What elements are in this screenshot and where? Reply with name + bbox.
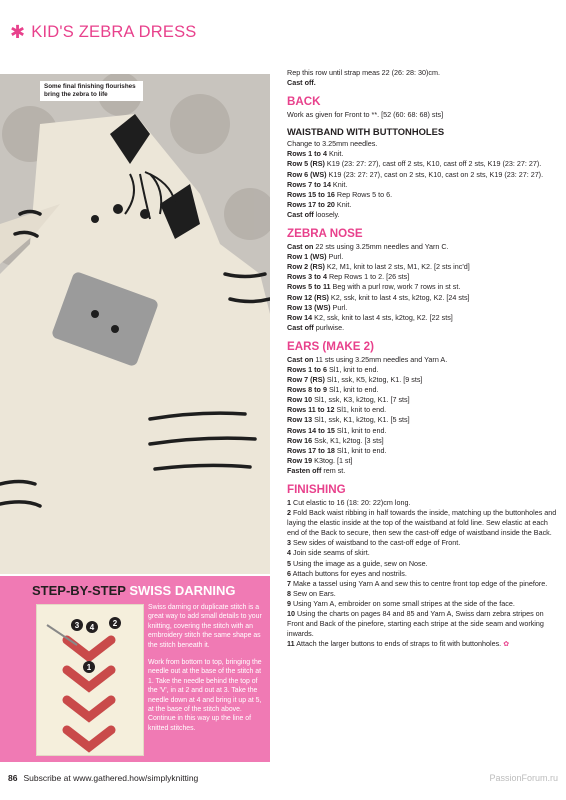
pattern-line: Rows 17 to 18 Sl1, knit to end. — [287, 445, 387, 455]
pattern-line: Row 19 K3tog. [1 st] — [287, 455, 353, 465]
end-flower-icon: ✿ — [503, 639, 510, 649]
pattern-line: Rows 1 to 6 Sl1, knit to end. — [287, 364, 379, 374]
finishing-step: 10 Using the charts on pages 84 and 85 and Yarn A, Swiss darn zebra stripes on Front and Back of the pinefore, starting each stripe at the side seam and working inwards. — [287, 609, 544, 639]
pattern-line: Rows 11 to 12 Sl1, knit to end. — [287, 405, 387, 415]
pattern-line: Row 6 (WS) K19 (23: 27: 27), cast on 2 sts, K10, cast on 2 sts, K19 (23: 27: 27). — [287, 169, 544, 179]
finishing-step: 1 Cut elastic to 16 (18: 20: 22)cm long. — [287, 498, 411, 507]
pattern-line: Rows 1 to 4 Knit. — [287, 149, 344, 159]
finishing-step: 4 Join side seams of skirt. — [287, 548, 370, 558]
pattern-line: Rows 5 to 11 Beg with a purl row, work 7 rows in st st. — [287, 282, 461, 292]
zebra-dress-photo — [0, 74, 270, 574]
marker-1: 1 — [86, 663, 92, 672]
pattern-line: Row 13 Sl1, ssk, K1, k2tog, K1. [5 sts] — [287, 415, 410, 425]
page-title: KID'S ZEBRA DRESS — [31, 22, 197, 41]
step-paragraph-1: Swiss darning or duplicate stitch is a great way to add small details to your knitting, covering the stitch with an embroidery stitch the same shape as the stitch beneath it. — [148, 604, 262, 649]
watermark: PassionForum.ru — [489, 773, 558, 783]
intro-line-1: Rep this row until strap meas 22 (26: 28: 30)cm. — [287, 68, 441, 77]
pattern-line: Row 13 (WS) Purl. — [287, 302, 348, 312]
marker-3: 3 — [74, 621, 80, 630]
pattern-line: Change to 3.25mm needles. — [287, 139, 378, 149]
page-footer — [8, 773, 198, 783]
pattern-line: Fasten off rem st. — [287, 465, 346, 475]
finishing-step: 5 Using the image as a guide, sew on Nose. — [287, 558, 428, 568]
intro-line-2: Cast off. — [287, 78, 316, 88]
photo-caption: Some final finishing flourishes bring the zebra to life — [40, 81, 143, 101]
darning-stitch-illustration — [37, 605, 143, 755]
pattern-line: Row 12 (RS) K2, ssk, knit to last 4 sts, k2tog, K2. [24 sts] — [287, 292, 470, 302]
pattern-line: Row 16 Ssk, K1, k2tog. [3 sts] — [287, 435, 384, 445]
marker-4: 4 — [89, 623, 95, 632]
finishing-step-last — [287, 639, 557, 649]
pattern-line: Rows 3 to 4 Rep Rows 1 to 2. [26 sts] — [287, 272, 410, 282]
pattern-line: Row 14 K2, ssk, knit to last 4 sts, k2tog, K2. [22 sts] — [287, 312, 453, 322]
pattern-line: Cast off loosely. — [287, 209, 340, 219]
finishing-step: 11 Attach the larger buttons to ends of straps to fit with buttonholes. — [287, 639, 502, 649]
pattern-line: Row 2 (RS) K2, M1, knit to last 2 sts, M1, K2. [2 sts inc'd] — [287, 262, 470, 272]
step-by-step-panel — [0, 576, 270, 762]
pattern-line: Row 1 (WS) Purl. — [287, 252, 344, 262]
marker-2: 2 — [112, 619, 118, 628]
finishing-step: 7 Make a tassel using Yarn A and sew this to centre front top edge of the pinefore. — [287, 578, 548, 588]
swiss-darning-diagram — [36, 604, 144, 756]
step-paragraph-2: Work from bottom to top, bringing the needle out at the base of the stitch at 1. Take the needle behind the top of the 'V', in at 2 and out at 3. Take the needle down at 4 and bring it up at 5, at the base of the stitch above. Continue in this way up the line of knitted stitches. — [148, 659, 262, 732]
back-heading: BACK — [287, 95, 321, 109]
pattern-line: Row 10 Sl1, ssk, K3, k2tog, K1. [7 sts] — [287, 395, 410, 405]
pattern-line: Rows 8 to 9 Sl1, knit to end. — [287, 385, 379, 395]
pattern-line: Rows 14 to 15 Sl1, knit to end. — [287, 425, 387, 435]
swiss-darning-label: SWISS DARNING — [129, 583, 236, 598]
zebra-nose-heading: ZEBRA NOSE — [287, 227, 363, 241]
pattern-line: Rows 17 to 20 Knit. — [287, 199, 352, 209]
finishing-step: 3 Sew sides of waistband to the cast-off edge of Front. — [287, 538, 461, 548]
finishing-heading: FINISHING — [287, 483, 346, 496]
step-by-step-label: STEP-BY-STEP — [32, 583, 126, 598]
waistband-heading: WAISTBAND WITH BUTTONHOLES — [287, 126, 445, 138]
subscribe-link[interactable]: Subscribe at www.gathered.how/simplyknitting — [23, 773, 199, 783]
pattern-line: Rows 7 to 14 Knit. — [287, 179, 348, 189]
pattern-line: Cast on 22 sts using 3.25mm needles and Yarn C. — [287, 242, 449, 252]
finishing-step: 9 Using Yarn A, embroider on some small stripes at the side of the face. — [287, 598, 515, 608]
ears-heading: EARS (MAKE 2) — [287, 339, 374, 353]
pattern-line: Rows 15 to 16 Rep Rows 5 to 6. — [287, 189, 393, 199]
pattern-line: Row 5 (RS) K19 (23: 27: 27), cast off 2 sts, K10, cast off 2 sts, K19 (23: 27: 27). — [287, 159, 542, 169]
knitted-zebra-illustration — [0, 74, 270, 574]
pattern-line: Cast off purlwise. — [287, 322, 345, 332]
pattern-column — [287, 68, 557, 649]
step-by-step-title — [32, 583, 235, 598]
page-header — [10, 22, 196, 42]
back-line: Work as given for Front to **. [52 (60: 68: 68) sts] — [287, 110, 444, 120]
pattern-line: Row 7 (RS) Sl1, ssk, K5, k2tog, K1. [9 sts] — [287, 375, 423, 385]
finishing-step: 6 Attach buttons for eyes and nostrils. — [287, 568, 407, 578]
page-number: 86 — [8, 773, 18, 783]
pattern-line: Cast on 11 sts using 3.25mm needles and Yarn A. — [287, 354, 448, 364]
finishing-step: 8 Sew on Ears. — [287, 588, 336, 598]
finishing-step: 2 Fold Back waist ribbing in half towards the inside, matching up the buttonholes and laying the elastic inside at the top of the waistband at fold line. Sew elastic at each end of the Back to secure, then sew the cast-off edge of waistband inside the Back. — [287, 508, 557, 538]
flower-asterisk-icon: ✱ — [10, 22, 26, 42]
step-by-step-text — [148, 603, 266, 741]
